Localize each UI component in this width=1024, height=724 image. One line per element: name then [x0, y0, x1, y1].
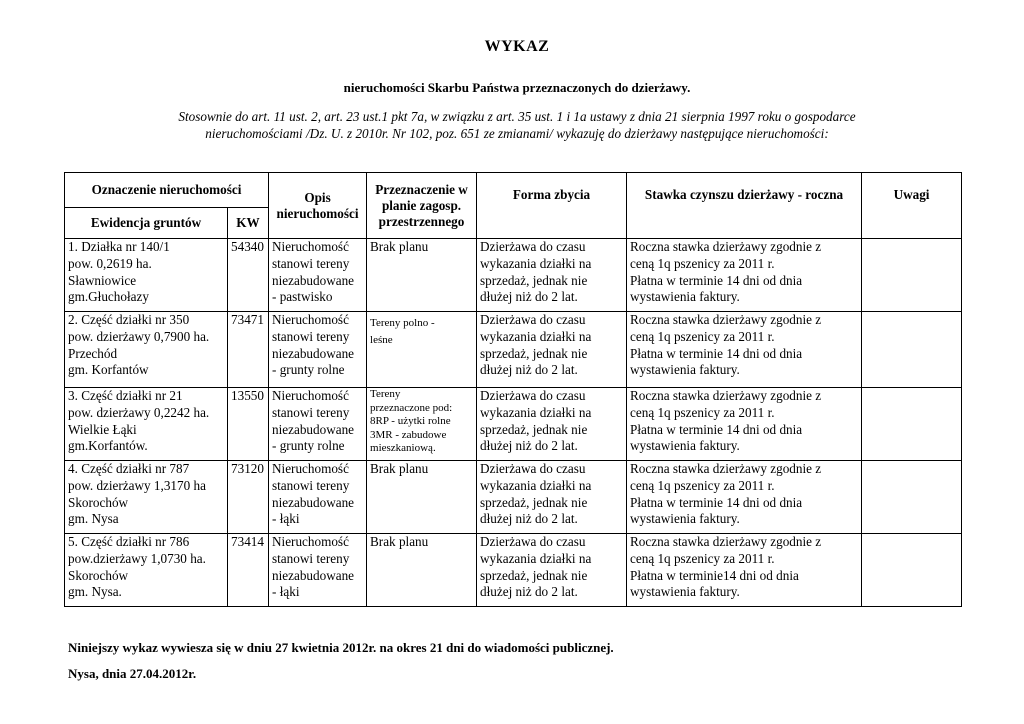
footer-notice: Niniejszy wykaz wywiesza się w dniu 27 kwietnia 2012r. na okres 21 dni do wiadomości publicznej. [68, 640, 614, 655]
cell-kw: 73120 [228, 461, 269, 534]
document-title: WYKAZ [484, 38, 550, 55]
cell-opis: Nieruchomość stanowi tereny niezabudowane - grunty rolne [269, 312, 367, 388]
header-uwagi: Uwagi [862, 173, 962, 239]
cell-forma: Dzierżawa do czasu wykazania działki na sprzedaż, jednak nie dłużej niż do 2 lat. [477, 312, 627, 388]
property-table [64, 172, 962, 607]
cell-ewidencja: 4. Część działki nr 787 pow. dzierżawy 1,3170 ha Skorochów gm. Nysa [65, 461, 228, 534]
cell-ewidencja: 3. Część działki nr 21 pow. dzierżawy 0,2242 ha. Wielkie Łąki gm.Korfantów. [65, 388, 228, 461]
cell-przeznaczenie: Brak planu [367, 239, 477, 312]
cell-stawka: Roczna stawka dzierżawy zgodnie z ceną 1q pszenicy za 2011 r. Płatna w terminie14 dni od dnia wystawienia faktury. [627, 534, 862, 607]
cell-uwagi [862, 461, 962, 534]
cell-opis: Nieruchomość stanowi tereny niezabudowane - łąki [269, 461, 367, 534]
cell-przeznaczenie: Brak planu [367, 461, 477, 534]
cell-ewidencja: 1. Działka nr 140/1 pow. 0,2619 ha. Sławniowice gm.Głuchołazy [65, 239, 228, 312]
table-row [65, 312, 962, 388]
intro-paragraph [120, 108, 914, 142]
cell-uwagi [862, 534, 962, 607]
cell-uwagi [862, 239, 962, 312]
cell-stawka: Roczna stawka dzierżawy zgodnie z ceną 1q pszenicy za 2011 r. Płatna w terminie 14 dni od dnia wystawienia faktury. [627, 461, 862, 534]
header-kw: KW [228, 208, 269, 239]
cell-stawka: Roczna stawka dzierżawy zgodnie z ceną 1q pszenicy za 2011 r. Płatna w terminie 14 dni od dnia wystawienia faktury. [627, 239, 862, 312]
cell-przeznaczenie: Tereny polno - leśne [367, 312, 477, 388]
cell-ewidencja: 2. Część działki nr 350 pow. dzierżawy 0,7900 ha. Przechód gm. Korfantów [65, 312, 228, 388]
cell-stawka: Roczna stawka dzierżawy zgodnie z ceną 1q pszenicy za 2011 r. Płatna w terminie 14 dni od dnia wystawienia faktury. [627, 312, 862, 388]
cell-opis: Nieruchomość stanowi tereny niezabudowane - grunty rolne [269, 388, 367, 461]
header-oznaczenie: Oznaczenie nieruchomości [65, 173, 269, 208]
header-opis: Opis nieruchomości [269, 173, 367, 239]
document-subtitle: nieruchomości Skarbu Państwa przeznaczonych do dzierżawy. [343, 80, 691, 95]
header-forma: Forma zbycia [477, 173, 627, 239]
cell-forma: Dzierżawa do czasu wykazania działki na sprzedaż, jednak nie dłużej niż do 2 lat. [477, 461, 627, 534]
cell-stawka: Roczna stawka dzierżawy zgodnie z ceną 1q pszenicy za 2011 r. Płatna w terminie 14 dni od dnia wystawienia faktury. [627, 388, 862, 461]
intro-line-2: nieruchomościami /Dz. U. z 2010r. Nr 102, poz. 651 ze zmianami/ wykazuję do dzierżawy następujące nieruchomości: [205, 126, 829, 141]
table-row [65, 239, 962, 312]
cell-uwagi [862, 388, 962, 461]
cell-forma: Dzierżawa do czasu wykazania działki na sprzedaż, jednak nie dłużej niż do 2 lat. [477, 534, 627, 607]
intro-line-1: Stosownie do art. 11 ust. 2, art. 23 ust.1 pkt 7a, w związku z art. 35 ust. 1 i 1a ustawy z dnia 21 sierpnia 1997 roku o gospodarce [178, 109, 856, 124]
cell-kw: 13550 [228, 388, 269, 461]
table-row [65, 461, 962, 534]
cell-przeznaczenie: Tereny przeznaczone pod: 8RP - użytki rolne 3MR - zabudowe mieszkaniową. [367, 388, 477, 461]
header-ewidencja: Ewidencja gruntów [65, 208, 228, 239]
table-row [65, 388, 962, 461]
cell-ewidencja: 5. Część działki nr 786 pow.dzierżawy 1,0730 ha. Skorochów gm. Nysa. [65, 534, 228, 607]
cell-uwagi [862, 312, 962, 388]
cell-forma: Dzierżawa do czasu wykazania działki na sprzedaż, jednak nie dłużej niż do 2 lat. [477, 388, 627, 461]
cell-opis: Nieruchomość stanowi tereny niezabudowane - łąki [269, 534, 367, 607]
cell-opis: Nieruchomość stanowi tereny niezabudowane - pastwisko [269, 239, 367, 312]
cell-forma: Dzierżawa do czasu wykazania działki na sprzedaż, jednak nie dłużej niż do 2 lat. [477, 239, 627, 312]
cell-przeznaczenie: Brak planu [367, 534, 477, 607]
header-stawka: Stawka czynszu dzierżawy - roczna [627, 173, 862, 239]
table-row [65, 534, 962, 607]
cell-kw: 73414 [228, 534, 269, 607]
footer-place-date: Nysa, dnia 27.04.2012r. [68, 666, 197, 681]
cell-kw: 54340 [228, 239, 269, 312]
cell-kw: 73471 [228, 312, 269, 388]
header-przeznaczenie: Przeznaczenie w planie zagosp. przestrzennego [367, 173, 477, 239]
